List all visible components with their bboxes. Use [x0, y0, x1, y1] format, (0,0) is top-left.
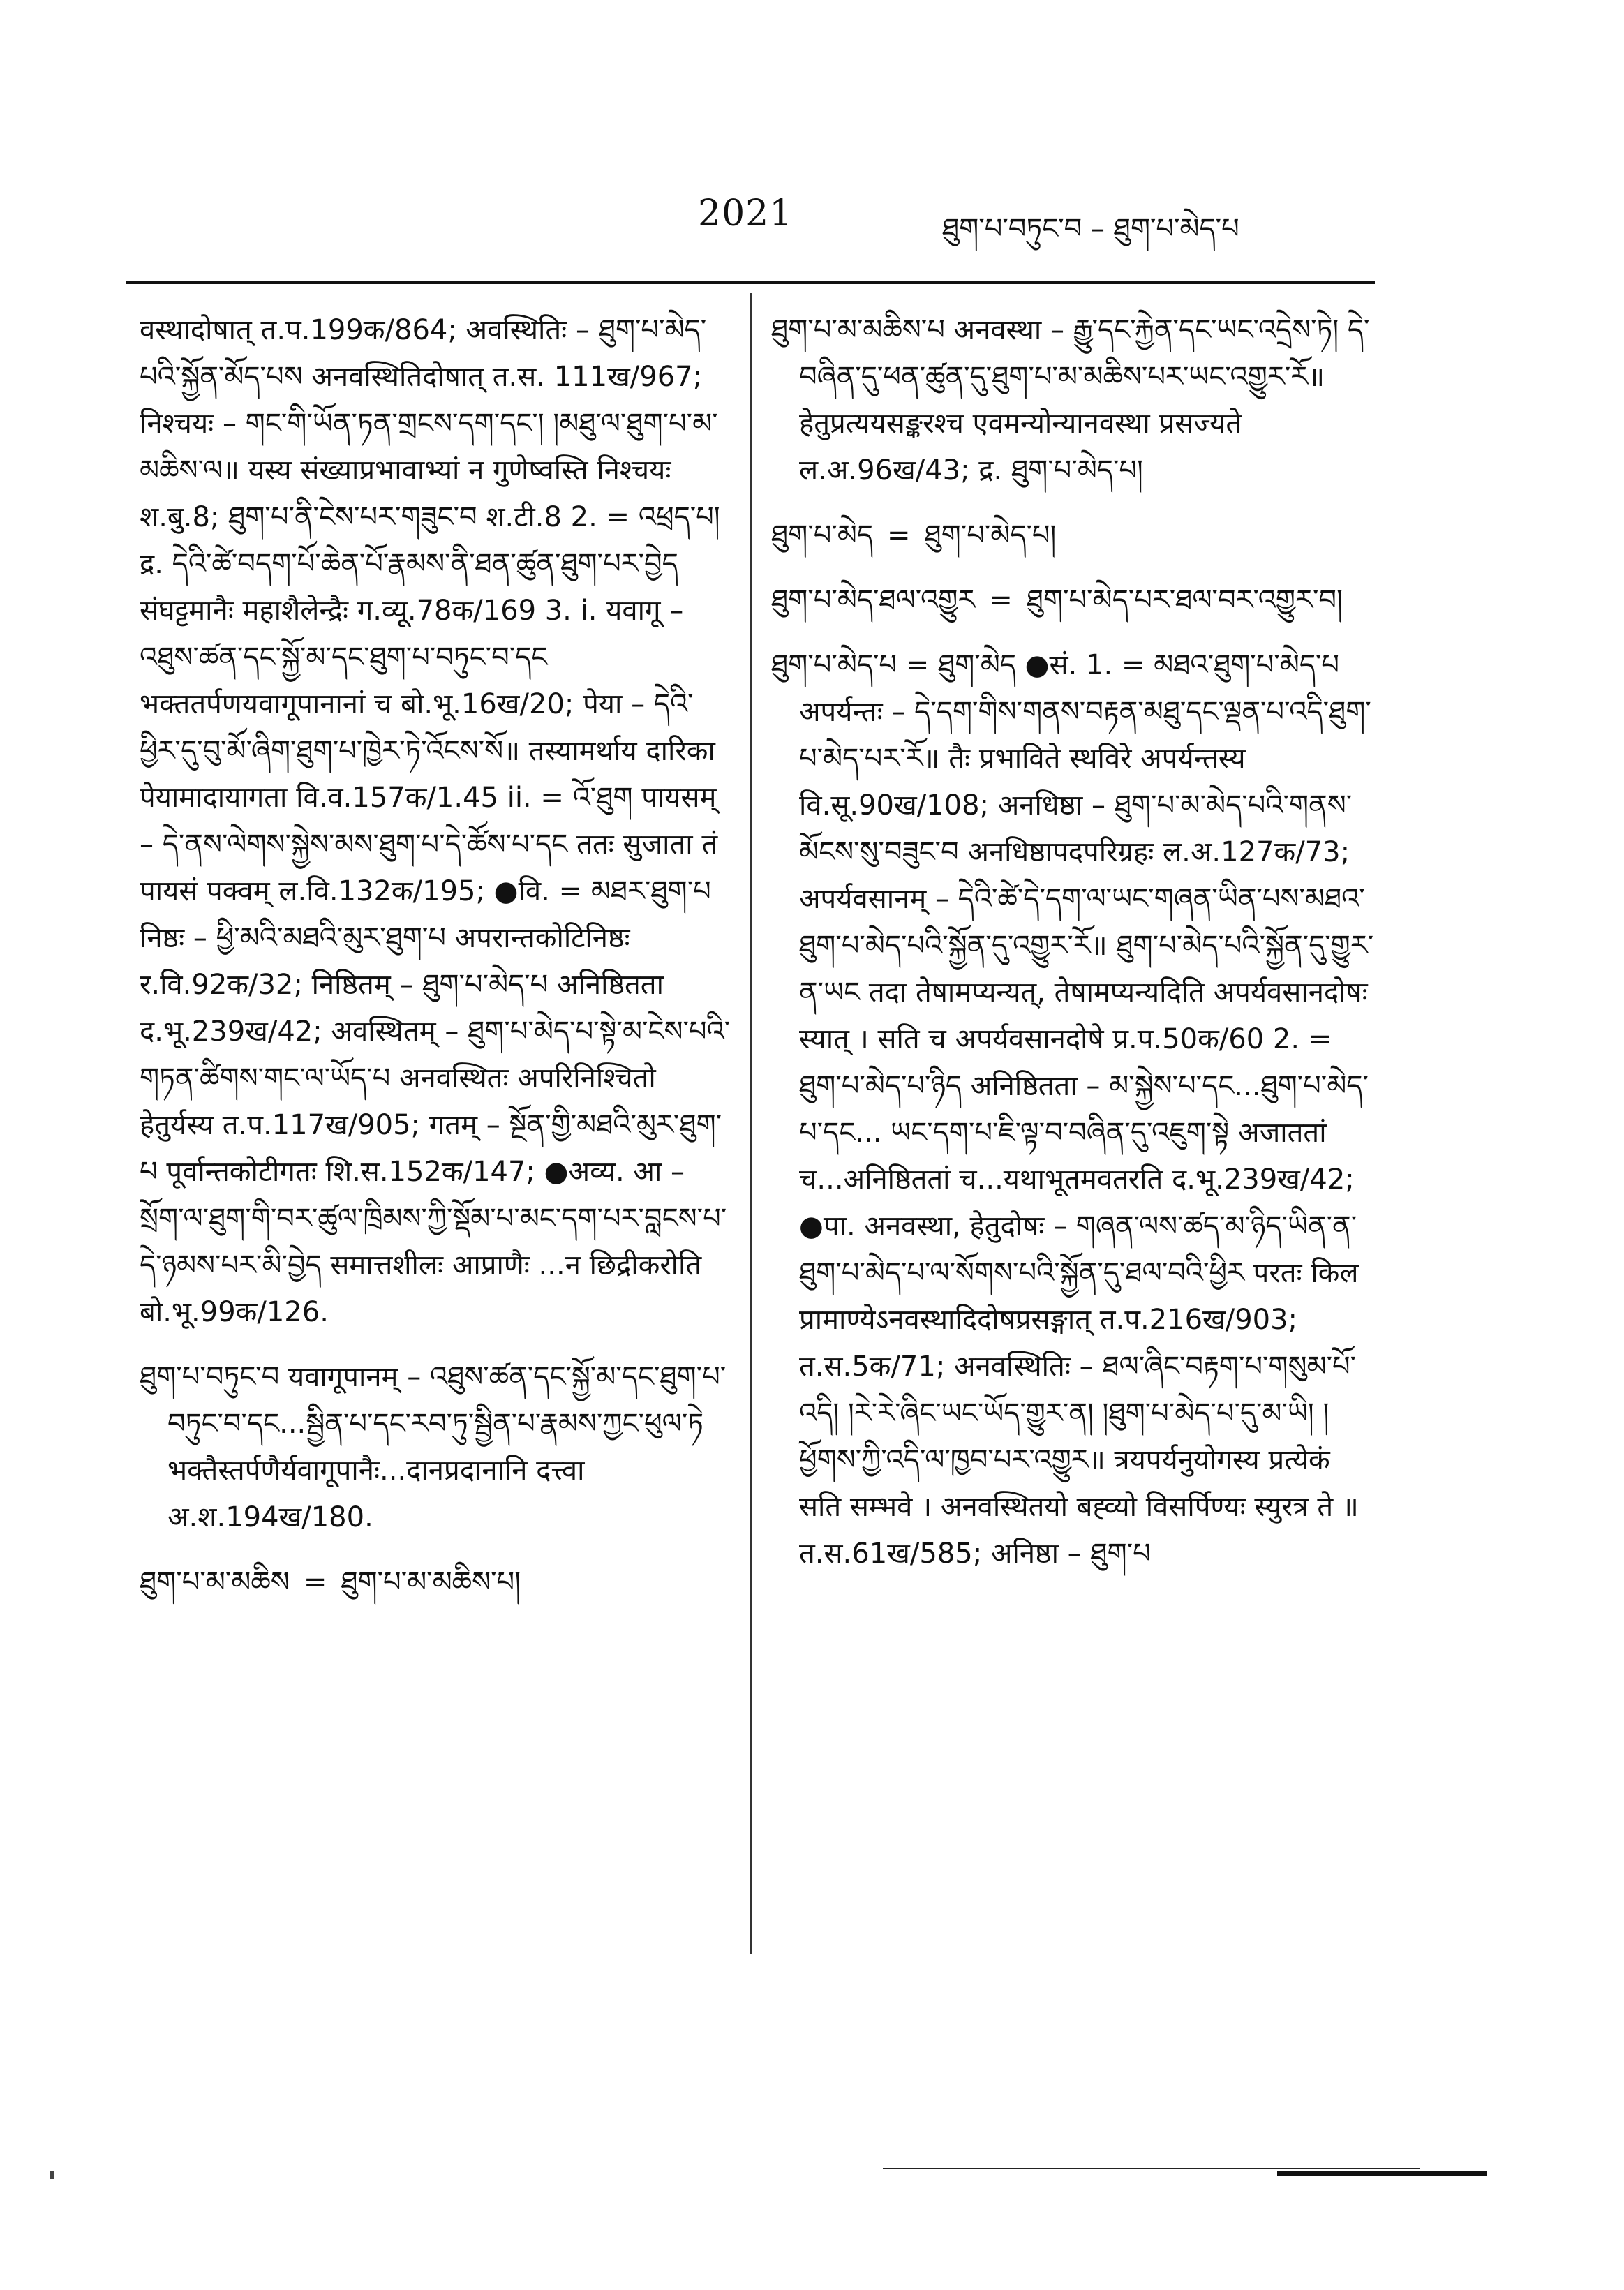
- running-head: ཐུག་པ་བཏུང་བ – ཐུག་པ་མེད་པ: [942, 213, 1239, 245]
- xref-target: ཐུག་པ་མ་མཆིས་པ།: [341, 1566, 521, 1598]
- dictionary-entry: [771, 307, 1378, 494]
- xref-target: ཐུག་པ་མེད་པར་ཐལ་བར་འགྱུར་བ།: [1026, 584, 1343, 616]
- equals-sign: =: [887, 519, 911, 551]
- dictionary-entry-continuation: [140, 307, 733, 1336]
- xref-target: ཐུག་པ་མེད་པ།: [924, 519, 1057, 551]
- right-column: [771, 307, 1378, 1596]
- entry-text: वस्थादोषात् त.प.199क/864; अवस्थितिः – ཐུག་པ་མེད་པའི་སྐྱོན་མོད་པས अनवस्थितिदोषात् त.स. 111ख/967; निश्चयः – གང་གི་ཡོན་ཏན་གྲངས་དག་དང་། །མཐུ་ལ་ཐུག་པ་མ་མཆིས་ལ॥ यस्य संख्याप्रभावाभ्यां न गुणेष्वस्ति निश्चयः श.बु.8; ཐུག་པ་ནི་ངེས་པར་གཟུང་བ श.टी.8 2. = འཕྲད་པ། द्र. དེའི་ཚེ་བདག་པོ་ཆེན་པོ་རྣམས་ནི་ཐན་ཚུན་ཐུག་པར་བྱེད संघट्टमानैः महाशैलेन्द्रैः ग.व्यू.78क/169 3. i. यवागू – འཐུས་ཚན་དང་སྐྱོ་མ་དང་ཐུག་པ་བཏུང་བ་དང भक्ततर्पणयवागूपानानां च बो.भू.16ख/20; पेया – དེའི་ཕྱིར་དུ་བུ་མོ་ཞིག་ཐུག་པ་ཁྱེར་ཏེ་འོངས་སོ॥ तस्यामर्थाय दारिका पेयामादायागता वि.व.157क/1.45 ii. = འོ་ཐུག पायसम् – དེ་ནས་ལེགས་སྐྱེས་མས་ཐུག་པ་དེ་ཚོས་པ་དང ततः सुजाता तं पायसं पक्वम् ल.वि.132क/195; ●वि. = མཐར་ཐུག་པ निष्ठः – ཕྱི་མའི་མཐའི་མུར་ཐུག་པ अपरान्तकोटिनिष्ठः र.वि.92क/32; निष्ठितम् – ཐུག་པ་མེད་པ अनिष्ठितता द.भू.239ख/42; अवस्थितम् – ཐུག་པ་མེད་པ་སྟེ་མ་ངེས་པའི་གཏན་ཚིགས་གང་ལ་ཡོད་པ अनवस्थितः अपरिनिश्चितो हेतुर्यस्य त.प.117ख/905; गतम् – སྔོན་གྱི་མཐའི་མུར་ཐུག་པ पूर्वान्तकोटीगतः शि.स.152क/147; ●अव्य. आ – སྲོག་ལ་ཐུག་གི་བར་ཚུལ་ཁྲིམས་ཀྱི་སྡོམ་པ་མང་དག་པར་བླངས་པ་དེ་ཉམས་པར་མི་བྱེད समात्तशीलः आप्राणैः ...न छिद्रीकरोति बो.भू.99क/126.: [140, 314, 731, 1328]
- page-header: [0, 188, 1624, 251]
- headword: ཐུག་པ་མེད: [771, 519, 873, 551]
- header-rule: [126, 281, 1375, 284]
- dictionary-entry: [140, 1354, 733, 1541]
- entry-text: ཐུག་པ་མེད་པ = ཐུག་མེད ●सं. 1. = མཐའ་ཐུག་པ་མེད་པ अपर्यन्तः – དེ་དག་གིས་གནས་བརྟན་མཐུ་དང་ལྡན་པ་འདི་ཐུག་པ་མེད་པར་རོ॥ तैः प्रभाविते स्थविरे अपर्यन्तस्य वि.सू.90ख/108; अनधिष्ठा – ཐུག་པ་མ་མེད་པའི་གནས་མོངས་སུ་བཟུང་བ अनधिष्ठापदपरिग्रहः ल.अ.127क/73; अपर्यवसानम् – དེའི་ཚེ་དེ་དག་ལ་ཡང་གཞན་ཡིན་པས་མཐའ་ཐུག་པ་མེད་པའི་སྐྱོན་དུ་འགྱུར་རོ॥ ཐུག་པ་མེད་པའི་སྐྱོན་དུ་གྱུར་ན་ཡང तदा तेषामप्यन्यत्, तेषामप्यन्यदिति अपर्यवसानदोषः स्यात् । सति च अपर्यवसानदोषे प्र.प.50क/60 2. = ཐུག་པ་མེད་པ་ཉིད अनिष्ठितता – མ་སྐྱེས་པ་དང...ཐུག་པ་མེད་པ་དང... ཡང་དག་པ་ཇི་ལྟ་བ་བཞིན་དུ་འཇུག་སྟེ अजाततां च...अनिष्ठिततां च...यथाभूतमवतरति द.भू.239ख/42; ●पा. अनवस्था, हेतुदोषः – གཞན་ལས་ཚད་མ་ཉིད་ཡིན་ན་ཐུག་པ་མེད་པ་ལ་སོགས་པའི་སྐྱོན་དུ་ཐལ་བའི་ཕྱིར परतः किल प्रामाण्येऽनवस्थादिदोषप्रसङ्गात् त.प.216ख/903; त.स.5क/71; अनवस्थितिः – ཐལ་ཞིང་བརྟག་པ་གསུམ་པོ་འདི། །རེ་རེ་ཞིང་ཡང་ཡོད་གྱུར་ན། །ཐུག་པ་མེད་པ་དུ་མ་ཡི། །ཕྱོགས་ཀྱི་འདི་ལ་ཁྱབ་པར་འགྱུར॥ त्रयपर्यनुयोगस्य प्रत्येकं सति सम्भवे । अनवस्थितयो बह्व्यो विसर्पिण्यः स्युरत्र ते ॥ त.स.61ख/585; अनिष्ठा – ཐུག་པ: [771, 649, 1374, 1570]
- cross-reference-entry: [771, 577, 1378, 624]
- entry-text: ཐུག་པ་མ་མཆིས་པ अनवस्था – རྒྱུ་དང་རྐྱེན་དང་ཡང་འདྲེས་ཏེ། དེ་བཞིན་དུ་ཕན་ཚུན་དུ་ཐུག་པ་མ་མཆིས་པར་ཡང་འགྱུར་རོ॥ हेतुप्रत्ययसङ्करश्च एवमन्योन्यानवस्था प्रसज्यते ल.अ.96ख/43; द्र. ཐུག་པ་མེད་པ།: [771, 314, 1370, 486]
- scan-mark: [50, 2171, 54, 2179]
- equals-sign: =: [303, 1566, 327, 1598]
- page-number: 2021: [698, 193, 794, 235]
- headword: ཐུག་པ་མ་མཆིས: [140, 1566, 290, 1598]
- column-divider: [750, 293, 752, 1954]
- cross-reference-entry: [771, 512, 1378, 559]
- left-column: [140, 307, 733, 1624]
- footer-rule-thick: [1277, 2171, 1487, 2176]
- cross-reference-entry: [140, 1559, 733, 1606]
- footer-rule: [883, 2168, 1420, 2169]
- dictionary-entry: [771, 642, 1378, 1577]
- headword: ཐུག་པ་མེད་ཐལ་འགྱུར: [771, 584, 976, 616]
- equals-sign: =: [989, 584, 1013, 616]
- entry-text: ཐུག་པ་བཏུང་བ यवागूपानम् – འཐུས་ཚན་དང་སྐྱོ་མ་དང་ཐུག་པ་བཏུང་བ་དང...སྦྱིན་པ་དང་རབ་ཏུ་སྦྱིན་པ་རྣམས་ཀྱང་ཕུལ་ཏེ भक्तैस्तर्पणैर्यवागूपानैः...दानप्रदानानि दत्त्वा अ.श.194ख/180.: [140, 1361, 727, 1533]
